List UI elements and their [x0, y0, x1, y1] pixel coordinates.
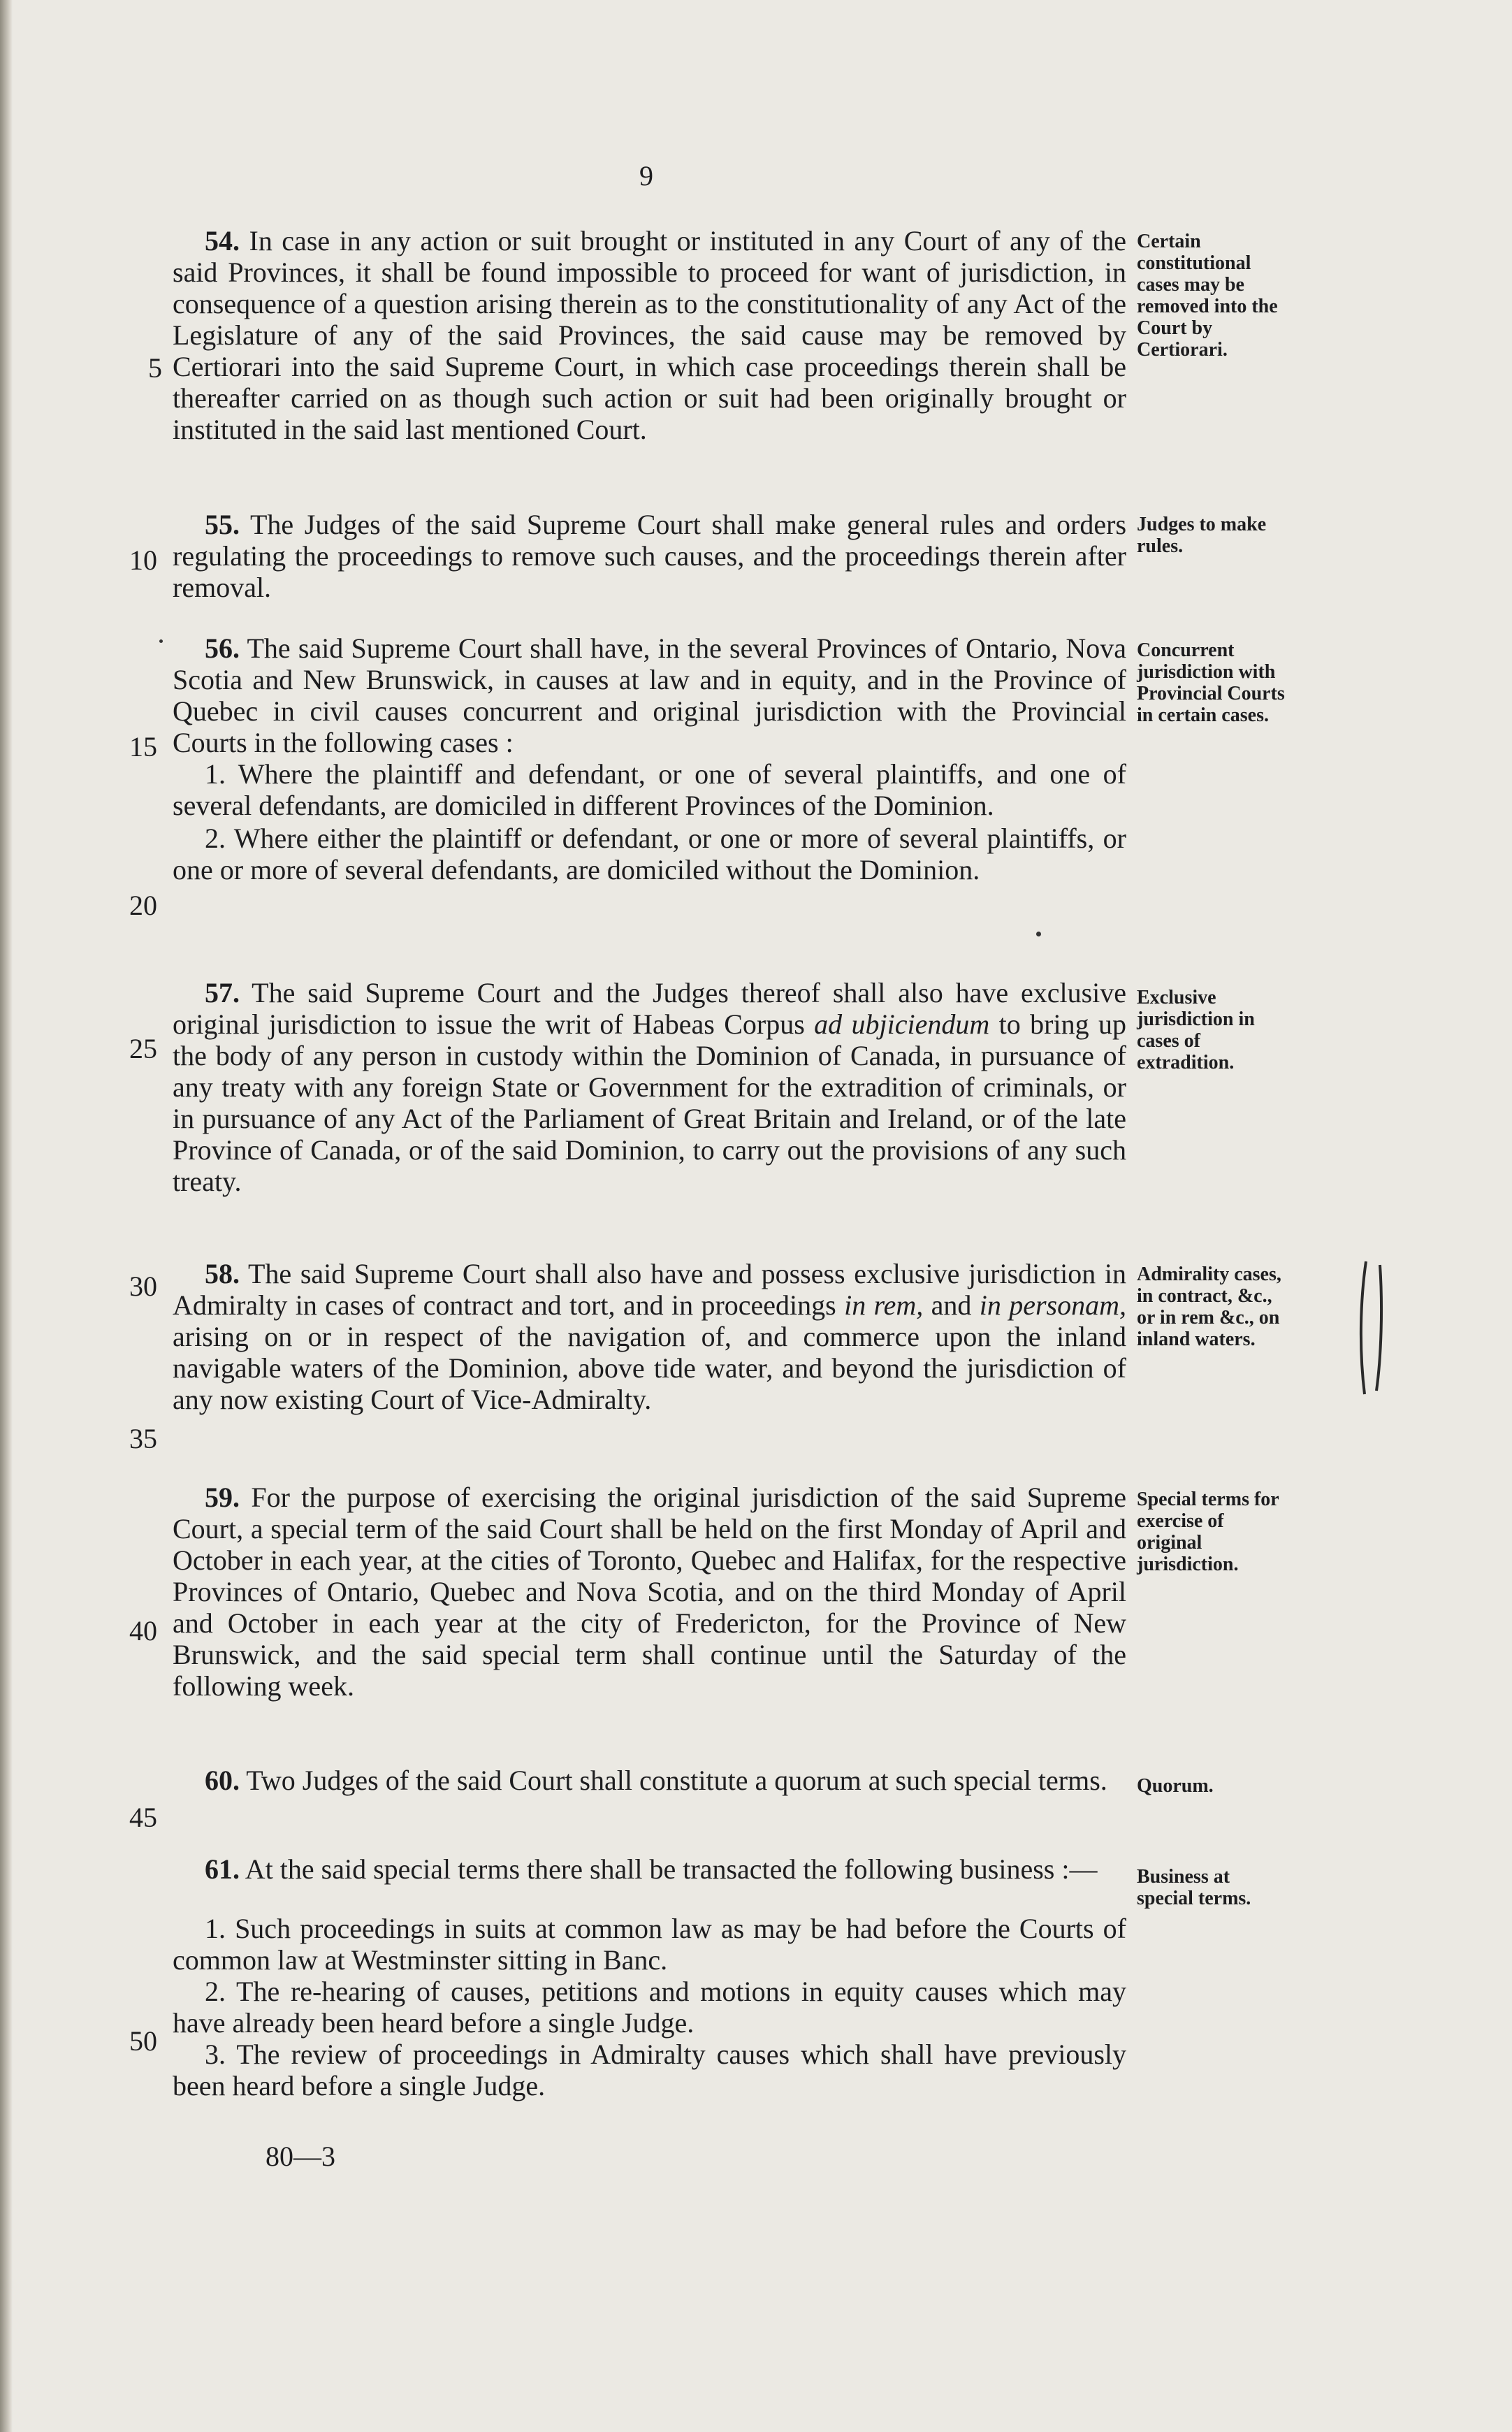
line-number-15: 15: [129, 731, 157, 762]
section-number: 59.: [205, 1482, 240, 1513]
section-text: In case in any action or suit brought or instituted in any Court of any of the said Provinces, it shall be found impossible to proceed for want of jurisdiction, in consequence of a question arising therein as to the constitutionality of any Act of the Legislature of any of the said Provinces, the said cause may be removed by Certiorari into the said Supreme Court, in which case proceedings therein shall be thereafter carried on as though such action or suit had been originally brought or instituted in the said last mentioned Court.: [173, 225, 1127, 445]
section-57-paragraph: [173, 977, 1126, 1197]
margin-note-61: Business at special terms.: [1137, 1866, 1251, 1909]
section-number: 60.: [205, 1765, 240, 1796]
section-55: [173, 509, 1126, 603]
section-58-paragraph: [173, 1258, 1126, 1415]
section-number: 54.: [205, 225, 240, 256]
line-number-25: 25: [129, 1033, 157, 1064]
printer-signature-mark: 80—3: [266, 2141, 335, 2172]
section-text-italic: ad ubjiciendum: [814, 1008, 990, 1040]
section-text: Two Judges of the said Court shall constitute a quorum at such special terms.: [246, 1765, 1107, 1796]
section-text-c: arising on or in respect of the navigation of, and commerce upon the inland navigable waters of the Dominion, above tide water, and beyond the jurisdiction of any now existing Court of Vice-Admiralty.: [173, 1321, 1126, 1415]
section-61: [173, 1853, 1126, 2101]
section-61-item-3: 3. The review of proceedings in Admiralty causes which shall have previously been heard before a single Judge.: [173, 2039, 1126, 2101]
section-59: [173, 1482, 1126, 1702]
section-italic-1: in rem,: [844, 1289, 924, 1321]
section-58: [173, 1258, 1126, 1415]
section-57: [173, 977, 1126, 1197]
margin-note-54: Certain constitutional cases may be removed into the Court by Certiorari.: [1137, 231, 1278, 361]
line-number-20: 20: [129, 890, 157, 921]
section-56-item-1: 1. Where the plaintiff and defendant, or one of several plaintiffs, and one of several defendants, are domiciled in different Provinces of the Dominion.: [173, 758, 1126, 821]
section-55-paragraph: [173, 509, 1126, 603]
binding-edge: [0, 0, 13, 2432]
section-60-paragraph: [173, 1765, 1126, 1796]
section-text: The said Supreme Court shall have, in the several Provinces of Ontario, Nova Scotia and New Brunswick, in causes at law and in equity, and in the Province of Quebec in civil causes concurrent and original jurisdiction with the Provincial Courts in the following cases :: [173, 632, 1126, 758]
section-61-item-1: 1. Such proceedings in suits at common law as may be had before the Courts of common law at Westminster sitting in Banc.: [173, 1913, 1126, 1976]
section-number: 57.: [205, 977, 240, 1008]
line-number-5: 5: [148, 352, 162, 384]
pencil-annotation-mark: [1352, 1258, 1394, 1398]
section-61-item-2: 2. The re-hearing of causes, petitions and motions in equity causes which may have already been heard before a single Judge.: [173, 1976, 1126, 2039]
margin-note-56: Concurrent jurisdiction with Provincial Courts in certain cases.: [1137, 639, 1285, 726]
line-number-10: 10: [129, 544, 157, 576]
section-text-b: to bring up the body of any person in custody within the Dominion of Canada, in pursuance of any treaty with any foreign State or Government for the extradition of criminals, or in pursuance of any Act of the Parliament of Great Britain and Ireland, or of the late Province of Canada, or of the said Dominion, to carry out the provisions of any such treaty.: [173, 1008, 1126, 1197]
line-number-45: 45: [129, 1802, 157, 1833]
line-number-30: 30: [129, 1271, 157, 1302]
line-number-50: 50: [129, 2025, 157, 2057]
margin-note-60: Quorum.: [1137, 1775, 1214, 1797]
stray-mark: [1036, 932, 1041, 936]
section-56-paragraph: [173, 632, 1126, 758]
section-text-a: The said Supreme Court and the Judges thereof shall also have exclusive original jurisdiction to issue the writ of Habeas Corpus: [173, 977, 1127, 1040]
section-text-b: and: [931, 1289, 972, 1321]
section-59-paragraph: [173, 1482, 1126, 1702]
section-56: [173, 632, 1126, 885]
section-61-paragraph: [173, 1853, 1126, 1885]
margin-note-57: Exclusive jurisdiction in cases of extradition.: [1137, 987, 1255, 1073]
section-number: 55.: [205, 509, 240, 540]
margin-note-55: Judges to make rules.: [1137, 514, 1267, 557]
section-text: At the said special terms there shall be transacted the following business :—: [245, 1853, 1098, 1885]
section-italic-2: in personam,: [979, 1289, 1127, 1321]
section-number: 56.: [205, 632, 240, 664]
page-number: 9: [639, 160, 653, 191]
section-number: 61.: [205, 1853, 240, 1885]
section-text: For the purpose of exercising the original jurisdiction of the said Supreme Court, a special term of the said Court shall be held on the first Monday of April and October in each year, at the cities of Toronto, Quebec and Halifax, for the respective Provinces of Ontario, Quebec and Nova Scotia, and on the third Monday of April and October in each year at the city of Fredericton, for the Province of New Brunswick, and the said special term shall continue until the Saturday of the following week.: [173, 1482, 1126, 1702]
section-text: The Judges of the said Supreme Court shall make general rules and orders regulating the proceedings to remove such causes, and the proceedings therein after removal.: [173, 509, 1127, 603]
section-54: [173, 225, 1126, 445]
margin-note-59: Special terms for exercise of original jurisdiction.: [1137, 1489, 1279, 1575]
margin-note-58: Admirality cases, in contract, &c., or in rem &c., on inland waters.: [1137, 1264, 1281, 1350]
line-number-40: 40: [129, 1615, 157, 1646]
section-54-paragraph: [173, 225, 1126, 445]
stray-mark: [159, 639, 163, 643]
section-number: 58.: [205, 1258, 240, 1289]
section-text-a: The said Supreme Court shall also have and possess exclusive jurisdiction in Admiralty in cases of contract and tort, and in proceedings: [173, 1258, 1127, 1321]
line-number-35: 35: [129, 1423, 157, 1454]
section-56-item-2: 2. Where either the plaintiff or defendant, or one or more of several plaintiffs, or one or more of several defendants, are domiciled without the Dominion.: [173, 823, 1126, 885]
section-60: [173, 1765, 1126, 1796]
